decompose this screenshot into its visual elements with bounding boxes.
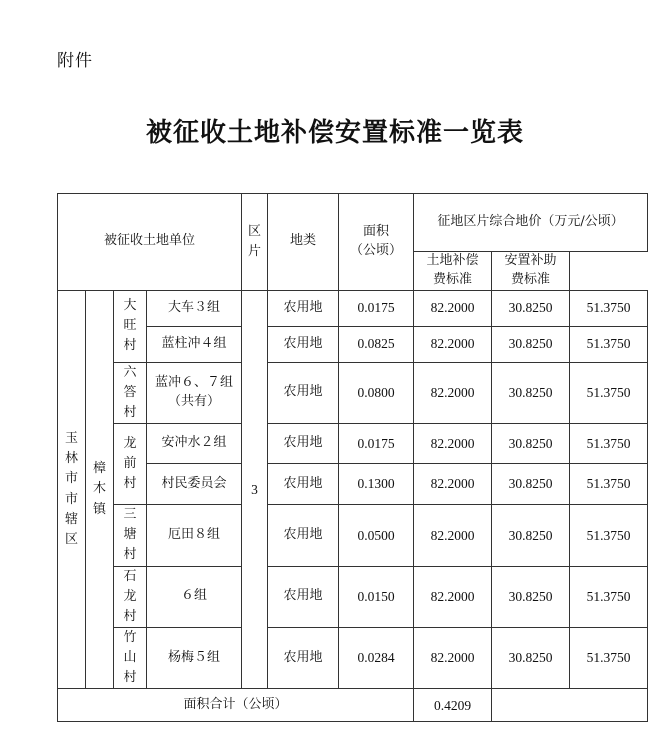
- header-land-comp: 土地补偿 费标准: [414, 252, 492, 291]
- area-cell: 0.1300: [339, 464, 414, 505]
- group-cell: 村民委员会: [147, 464, 242, 505]
- table-row: [58, 424, 648, 464]
- village-cell: 竹 山 村: [114, 627, 147, 688]
- village-cell: 石 龙 村: [114, 566, 147, 627]
- town-cell: 樟 木 镇: [86, 290, 114, 689]
- resettle-cell: 51.3750: [570, 505, 648, 566]
- attachment-label: 附件: [57, 51, 93, 71]
- header-price-group: 征地区片综合地价（万元/公顷）: [414, 194, 648, 252]
- price-cell: 82.2000: [414, 424, 492, 464]
- resettle-cell: 51.3750: [570, 290, 648, 326]
- resettle-cell: 51.3750: [570, 464, 648, 505]
- total-empty-cell: [492, 689, 648, 722]
- land-comp-cell: 30.8250: [492, 424, 570, 464]
- table-row: [58, 505, 648, 566]
- group-cell: 厄田８组: [147, 505, 242, 566]
- land-comp-cell: 30.8250: [492, 627, 570, 688]
- land-type-cell: 农用地: [268, 290, 339, 326]
- land-type-cell: 农用地: [268, 566, 339, 627]
- land-comp-cell: 30.8250: [492, 566, 570, 627]
- price-cell: 82.2000: [414, 627, 492, 688]
- area-cell: 0.0284: [339, 627, 414, 688]
- price-cell: 82.2000: [414, 362, 492, 423]
- village-cell: 六 答 村: [114, 362, 147, 423]
- village-cell: 三 塘 村: [114, 505, 147, 566]
- land-comp-cell: 30.8250: [492, 505, 570, 566]
- land-type-cell: 农用地: [268, 424, 339, 464]
- header-row: [58, 194, 648, 252]
- land-type-cell: 农用地: [268, 464, 339, 505]
- price-cell: 82.2000: [414, 326, 492, 362]
- resettle-cell: 51.3750: [570, 627, 648, 688]
- table-row: [58, 464, 648, 505]
- area-cell: 0.0500: [339, 505, 414, 566]
- land-comp-cell: 30.8250: [492, 464, 570, 505]
- header-zone: 区 片: [242, 194, 268, 291]
- village-cell: 龙 前 村: [114, 424, 147, 505]
- price-cell: 82.2000: [414, 505, 492, 566]
- header-land-type: 地类: [268, 194, 339, 291]
- header-unit: 被征收土地单位: [58, 194, 242, 291]
- area-cell: 0.0150: [339, 566, 414, 627]
- header-resettle: 安置补助 费标准: [492, 252, 570, 291]
- resettle-cell: 51.3750: [570, 362, 648, 423]
- resettle-cell: 51.3750: [570, 424, 648, 464]
- land-type-cell: 农用地: [268, 326, 339, 362]
- compensation-table: [57, 193, 648, 722]
- area-cell: 0.0175: [339, 290, 414, 326]
- group-cell: 蓝柱冲４组: [147, 326, 242, 362]
- resettle-cell: 51.3750: [570, 566, 648, 627]
- area-cell: 0.0825: [339, 326, 414, 362]
- table-row: [58, 290, 648, 326]
- district-cell: 玉 林 市 市 辖 区: [58, 290, 86, 689]
- resettle-cell: 51.3750: [570, 326, 648, 362]
- group-cell: 大车３组: [147, 290, 242, 326]
- table-row: [58, 566, 648, 627]
- land-comp-cell: 30.8250: [492, 326, 570, 362]
- land-type-cell: 农用地: [268, 505, 339, 566]
- land-comp-cell: 30.8250: [492, 290, 570, 326]
- zone-cell: 3: [242, 290, 268, 689]
- land-type-cell: 农用地: [268, 362, 339, 423]
- land-type-cell: 农用地: [268, 627, 339, 688]
- document-title: 被征收土地补偿安置标准一览表: [145, 118, 524, 148]
- land-comp-cell: 30.8250: [492, 362, 570, 423]
- village-cell: 大 旺 村: [114, 290, 147, 362]
- price-cell: 82.2000: [414, 290, 492, 326]
- table-row: [58, 362, 648, 423]
- group-cell: 杨梅５组: [147, 627, 242, 688]
- area-cell: 0.0800: [339, 362, 414, 423]
- total-label: 面积合计（公顷）: [58, 689, 414, 722]
- header-area: 面积 （公顷）: [339, 194, 414, 291]
- area-cell: 0.0175: [339, 424, 414, 464]
- group-cell: ６组: [147, 566, 242, 627]
- total-value: 0.4209: [414, 689, 492, 722]
- table-row: [58, 627, 648, 688]
- group-cell: 蓝冲６、７组 （共有）: [147, 362, 242, 423]
- group-cell: 安冲水２组: [147, 424, 242, 464]
- total-row: [58, 689, 648, 722]
- table-row: [58, 326, 648, 362]
- price-cell: 82.2000: [414, 464, 492, 505]
- price-cell: 82.2000: [414, 566, 492, 627]
